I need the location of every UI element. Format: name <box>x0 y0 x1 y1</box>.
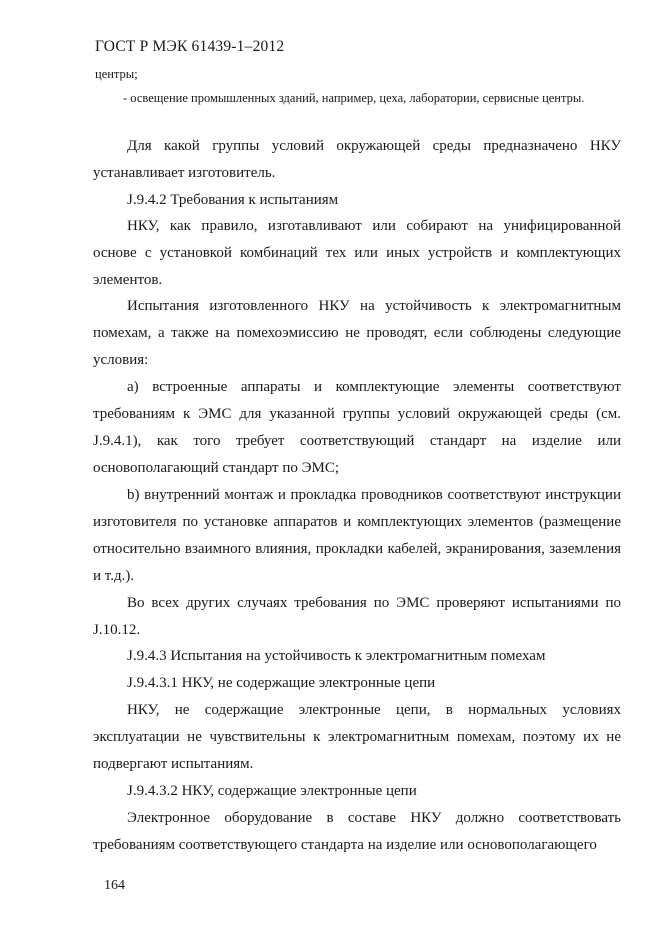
page-number: 164 <box>104 878 125 893</box>
list-item-lighting: - освещение промышленных зданий, например, цеха, лаборатории, сервисные центры. <box>123 91 585 105</box>
paragraph-environment: Для какой группы условий окружающей среды предназначено НКУ устанавливает изготовитель. <box>93 138 621 181</box>
heading-j9431: J.9.4.3.1 НКУ, не содержащие электронные цепи <box>127 675 436 691</box>
heading-j943: J.9.4.3 Испытания на устойчивость к электромагнитным помехам <box>127 648 546 664</box>
paragraph-other-cases: Во всех других случаях требования по ЭМС проверяют испытаниями по J.10.12. <box>93 595 621 638</box>
paragraph-item-a: а) встроенные аппараты и комплектующие элементы соответствуют требованиям к ЭМС для указанной группы условий окружающей среды (см. J.9.4.1), как того требует соответствующий стандарт на изделие или основополагающий стандарт по ЭМС; <box>93 379 621 476</box>
heading-j942: J.9.4.2 Требования к испытаниям <box>127 192 339 208</box>
paragraph-electronic-equipment: Электронное оборудование в составе НКУ должно соответствовать требованиям соответствующего стандарта на изделие или основополагающего <box>93 810 621 853</box>
paragraph-item-b: b) внутренний монтаж и прокладка проводников соответствуют инструкции изготовителя по установке аппаратов и комплектующих элементов (размещение относительно взаимного влияния, прокладки кабелей, экранирования, заземления и т.д.). <box>93 487 621 584</box>
heading-j9432: J.9.4.3.2 НКУ, содержащие электронные цепи <box>127 783 417 799</box>
paragraph-no-electronics: НКУ, не содержащие электронные цепи, в нормальных условиях эксплуатации не чувствительны к электромагнитным помехам, поэтому их не подвергают испытаниям. <box>93 702 621 772</box>
paragraph-tests-conditions: Испытания изготовленного НКУ на устойчивость к электромагнитным помехам, а также на помехоэмиссию не проводят, если соблюдены следующие условия: <box>93 298 621 368</box>
list-continuation: центры; <box>95 67 138 81</box>
paragraph-manufacturing: НКУ, как правило, изготавливают или собирают на унифицированной основе с установкой комбинаций тех или иных устройств и комплектующих элементов. <box>93 218 621 288</box>
document-header: ГОСТ Р МЭК 61439-1–2012 <box>95 38 285 55</box>
